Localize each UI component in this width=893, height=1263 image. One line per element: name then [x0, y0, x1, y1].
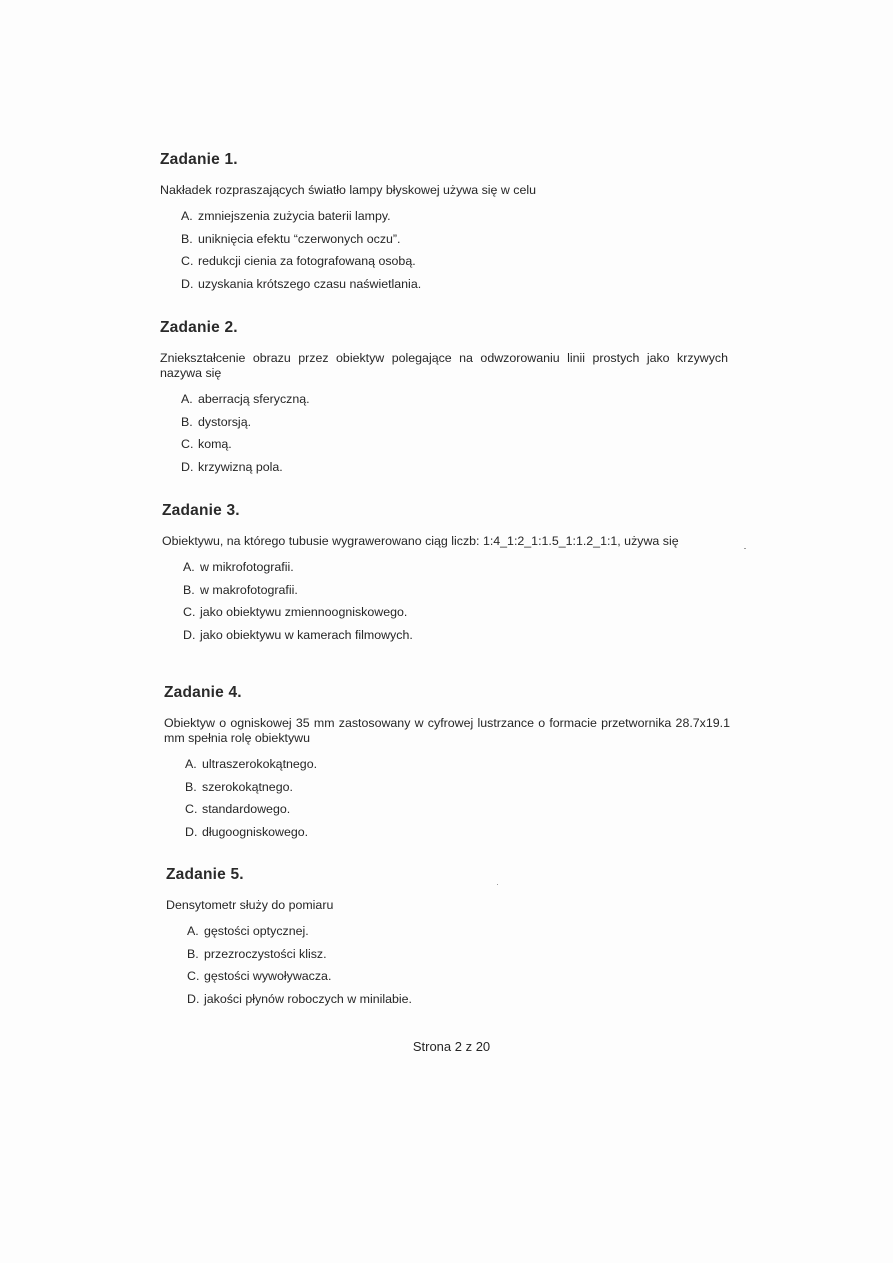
task-4: [164, 684, 730, 843]
answer-option-b: [181, 228, 735, 251]
option-text: gęstości optycznej.: [204, 924, 309, 938]
option-letter: D.: [183, 627, 196, 642]
task-title: Zadanie 4.: [164, 684, 242, 701]
option-letter: A.: [185, 757, 197, 771]
option-letter: D.: [181, 459, 194, 474]
answer-option-a: [187, 920, 726, 943]
option-letter: D.: [185, 824, 198, 839]
option-text: uniknięcia efektu “czerwonych oczu”.: [198, 231, 401, 246]
task-1: [160, 151, 735, 295]
answer-option-b: [185, 776, 730, 799]
option-letter: A.: [181, 392, 193, 406]
answer-options: [160, 205, 735, 295]
option-text: standardowego.: [202, 802, 291, 817]
option-text: szerokokątnego.: [202, 779, 293, 794]
answer-option-c: [183, 601, 728, 624]
answer-option-c: [187, 965, 726, 988]
task-5: [166, 866, 726, 1010]
answer-option-a: [181, 388, 728, 411]
answer-option-d: [181, 456, 728, 479]
option-letter: B.: [183, 582, 195, 597]
option-text: jako obiektywu w kamerach filmowych.: [200, 627, 413, 642]
option-text: jako obiektywu zmiennoogniskowego.: [200, 605, 408, 620]
answer-option-c: [181, 433, 728, 456]
answer-option-d: [185, 821, 730, 844]
answer-option-c: [185, 798, 730, 821]
option-text: krzywizną pola.: [198, 459, 283, 474]
task-title: Zadanie 3.: [162, 502, 240, 519]
task-title: Zadanie 2.: [160, 319, 238, 336]
option-text: ultraszerokokątnego.: [202, 757, 318, 771]
answer-option-b: [181, 411, 728, 434]
answer-option-d: [181, 273, 735, 296]
option-text: przezroczystości klisz.: [204, 946, 327, 961]
answer-option-c: [181, 250, 735, 273]
option-text: gęstości wywoływacza.: [204, 969, 332, 984]
option-text: w mikrofotografii.: [200, 560, 294, 574]
task-question: Nakładek rozpraszających światło lampy błyskowej używa się w celu: [160, 183, 536, 197]
option-letter: C.: [181, 437, 194, 452]
answer-option-a: [183, 556, 728, 579]
answer-option-d: [187, 988, 726, 1011]
option-text: dystorsją.: [198, 414, 252, 429]
option-letter: B.: [185, 779, 197, 794]
option-letter: D.: [181, 276, 194, 291]
scan-speck: [497, 884, 498, 885]
scan-speck: [744, 548, 746, 549]
option-text: jakości płynów roboczych w minilabie.: [204, 991, 412, 1006]
option-text: komą.: [198, 437, 232, 452]
answer-option-a: [185, 753, 730, 776]
answer-options: [166, 920, 726, 1010]
answer-option-a: [181, 205, 735, 228]
answer-option-d: [183, 624, 728, 647]
option-letter: B.: [181, 231, 193, 246]
option-text: zmniejszenia zużycia baterii lampy.: [198, 209, 391, 223]
task-question: Zniekształcenie obrazu przez obiektyw polegające na odwzorowaniu linii prostych jako krzywych nazywa się: [160, 351, 728, 380]
task-question: Obiektyw o ogniskowej 35 mm zastosowany w cyfrowej lustrzance o formacie przetwornika 28.7x19.1 mm spełnia rolę obiektywu: [164, 716, 730, 745]
option-letter: A.: [183, 560, 195, 574]
answer-options: [162, 556, 728, 646]
option-letter: B.: [181, 414, 193, 429]
task-title: Zadanie 5.: [166, 866, 244, 883]
answer-options: [160, 388, 728, 478]
answer-option-b: [183, 579, 728, 602]
task-3: [162, 502, 728, 646]
answer-option-b: [187, 943, 726, 966]
task-title: Zadanie 1.: [160, 151, 238, 168]
option-text: redukcji cienia za fotografowaną osobą.: [198, 254, 416, 269]
option-letter: C.: [185, 802, 198, 817]
option-text: uzyskania krótszego czasu naświetlania.: [198, 276, 422, 291]
option-letter: C.: [183, 605, 196, 620]
option-letter: A.: [181, 209, 193, 223]
task-question: Obiektywu, na którego tubusie wygrawerowano ciąg liczb: 1:4_1:2_1:1.5_1:1.2_1:1, używa się: [162, 534, 679, 548]
option-letter: A.: [187, 924, 199, 938]
option-letter: D.: [187, 991, 200, 1006]
option-text: aberracją sferyczną.: [198, 392, 310, 406]
answer-options: [164, 753, 730, 843]
option-letter: B.: [187, 946, 199, 961]
task-question: Densytometr służy do pomiaru: [166, 898, 334, 912]
option-letter: C.: [181, 254, 194, 269]
task-2: [160, 319, 728, 478]
option-letter: C.: [187, 969, 200, 984]
page-number: Strona 2 z 20: [412, 1039, 491, 1054]
option-text: w makrofotografii.: [200, 582, 298, 597]
option-text: długoogniskowego.: [202, 824, 309, 839]
